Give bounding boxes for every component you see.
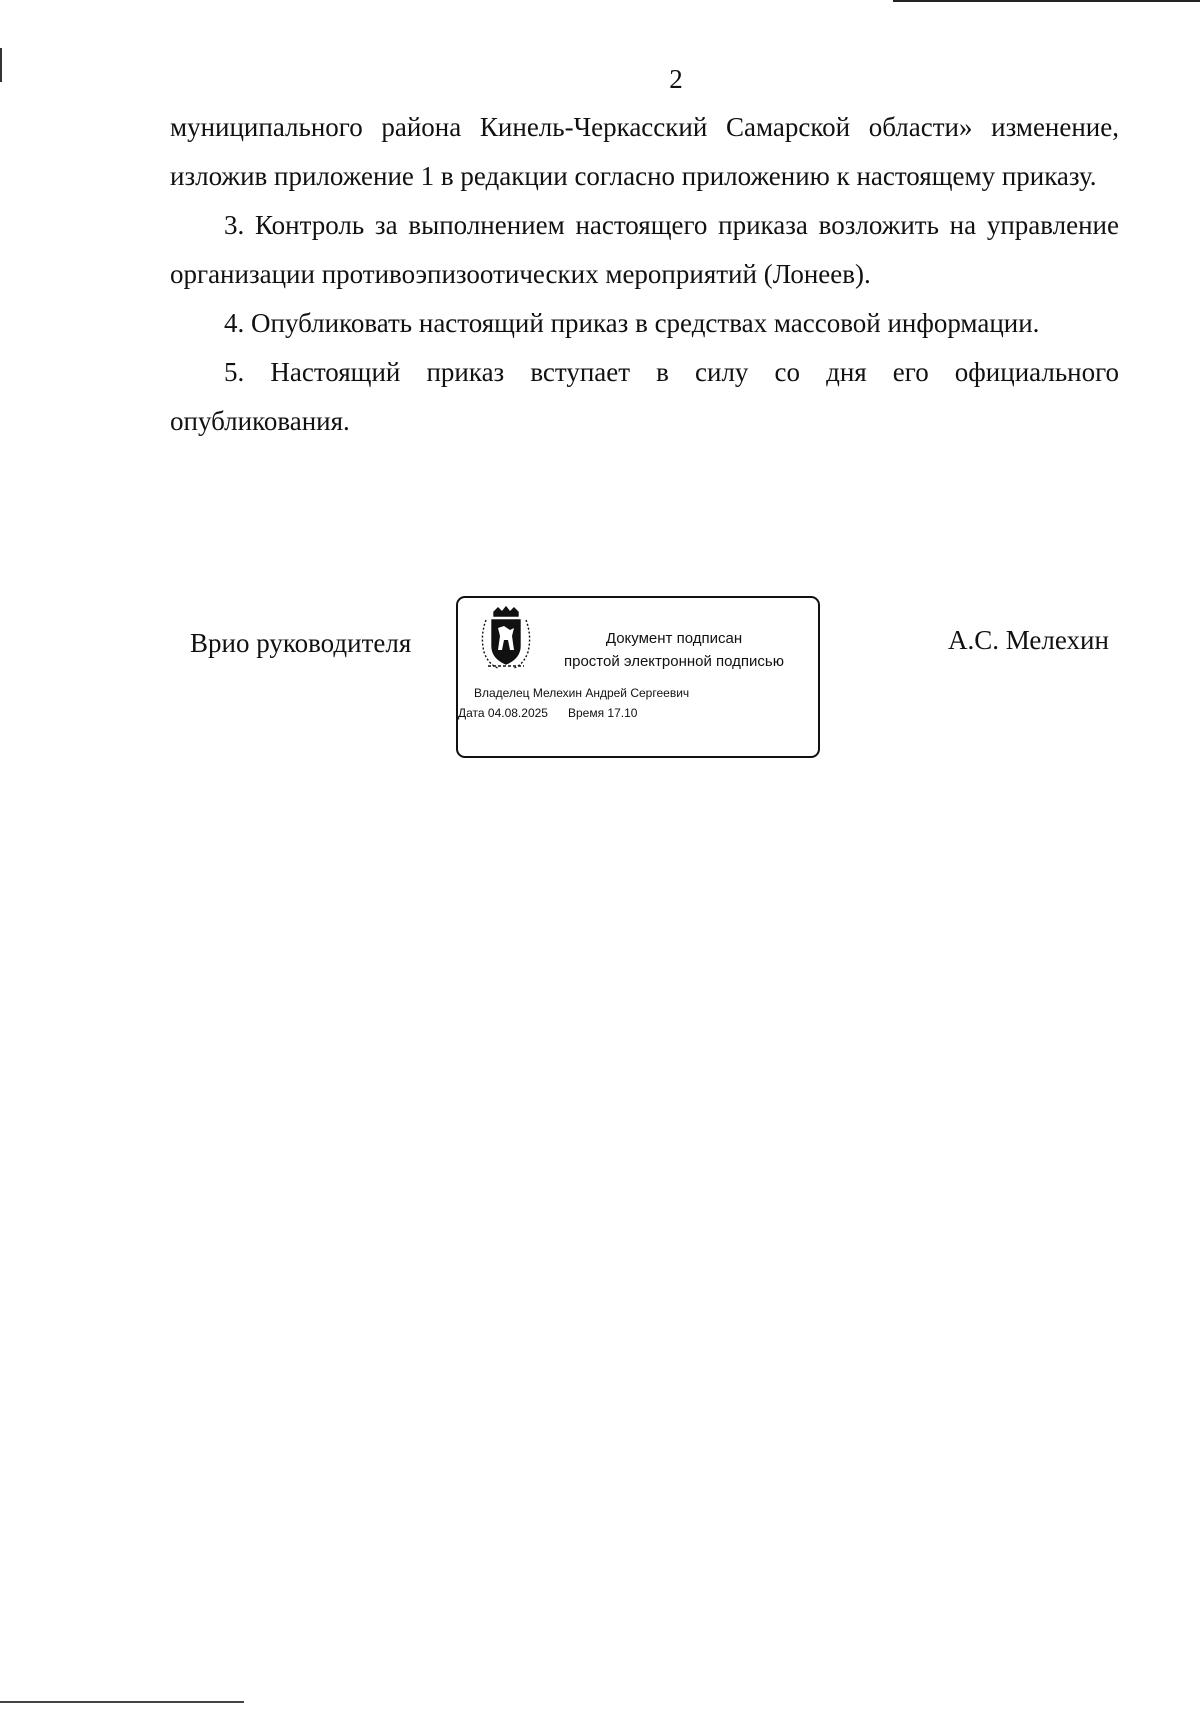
paragraph-continuation: муниципального района Кинель-Черкасский Самарской области» изменение, изложив приложение 1 в редакции согласно приложению к настоящему приказу.	[170, 112, 1119, 191]
bottom-rule-line	[0, 1701, 244, 1703]
stamp-signature-type: простой электронной подписью	[563, 653, 784, 670]
paragraph-item-5: 5. Настоящий приказ вступает в силу со дня его официального опубликования.	[170, 357, 1119, 436]
stamp-owner: Владелец Мелехин Андрей Сергеевич	[474, 686, 690, 700]
top-rule-line	[893, 0, 1200, 2]
stamp-time: Время 17.10	[568, 706, 638, 720]
samara-coat-of-arms-icon	[476, 606, 536, 672]
document-body	[170, 103, 1119, 446]
stamp-date: Дата 04.08.2025	[458, 706, 548, 720]
signatory-title: Врио руководителя	[190, 628, 412, 658]
signatory-name: А.С. Мелехин	[948, 625, 1109, 655]
paragraph-item-3: 3. Контроль за выполнением настоящего приказа возложить на управление организации противоэпизоотических мероприятий (Лонеев).	[170, 210, 1119, 289]
page-number: 2	[669, 64, 683, 94]
paragraph-item-4: 4. Опубликовать настоящий приказ в средствах массовой информации.	[224, 308, 1040, 338]
stamp-signed-label: Документ подписан	[605, 630, 743, 647]
electronic-signature-stamp	[456, 596, 820, 758]
